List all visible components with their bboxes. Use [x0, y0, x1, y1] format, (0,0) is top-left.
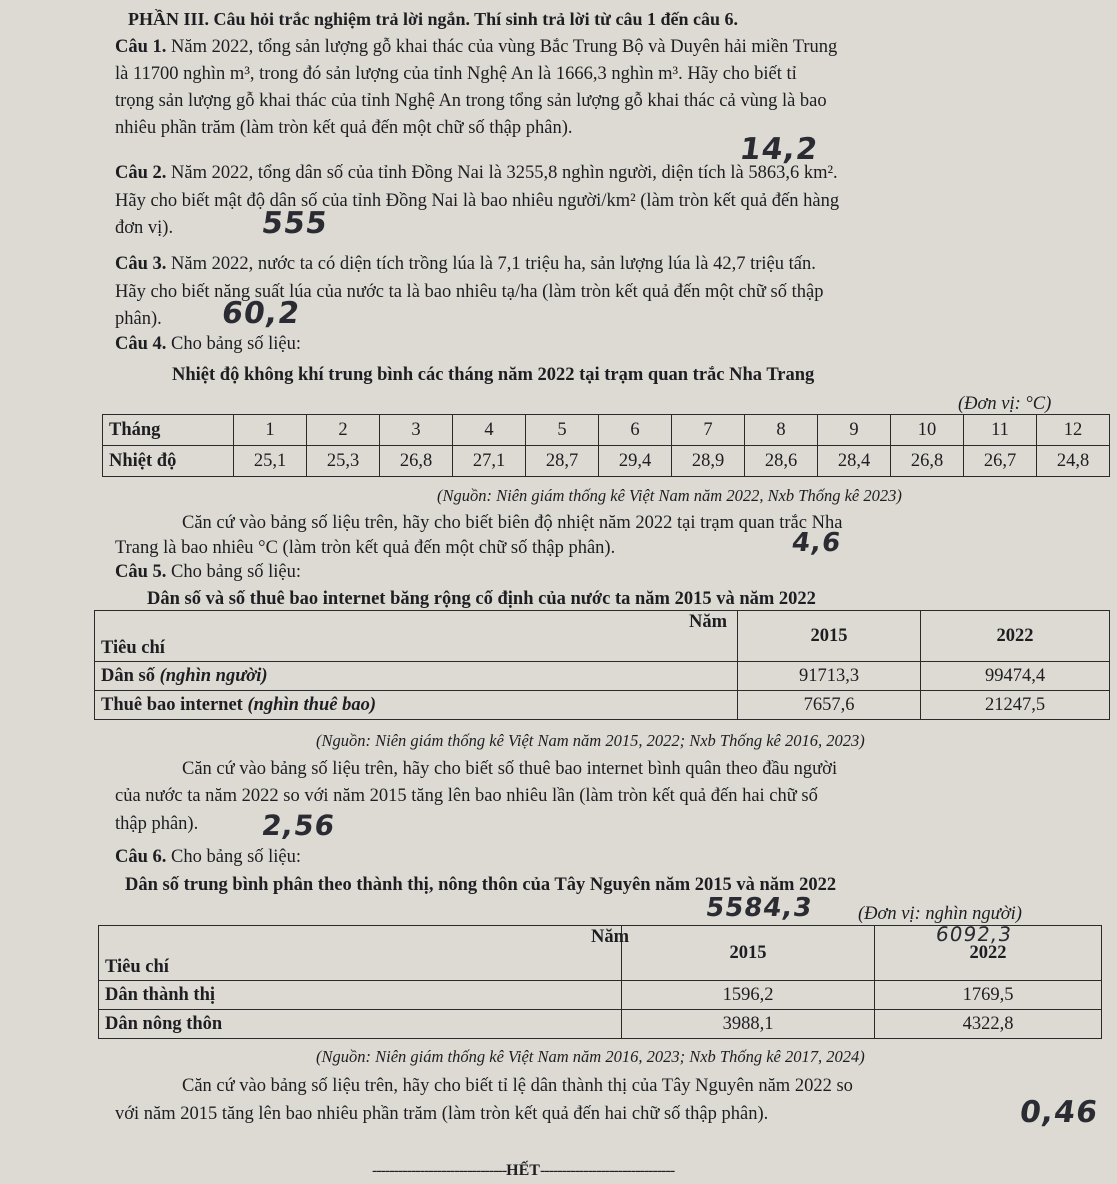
question-6-handwritten-answer: 0,46 [1017, 1095, 1101, 1130]
row-label: Thuê bao internet [101, 694, 243, 715]
row-label: Dân số [101, 665, 155, 686]
table-cell: 26,8 [891, 446, 964, 477]
table-row [99, 926, 1102, 981]
question-6-handwritten-note-2015: 5584,3 [703, 893, 815, 923]
table-cell: 2 [307, 415, 380, 446]
question-6-source: (Nguồn: Niên giám thống kê Việt Nam năm 2016, 2023; Nxb Thống kê 2017, 2024) [316, 1047, 865, 1066]
table-cell: 25,1 [234, 446, 307, 477]
table-row [99, 981, 1102, 1010]
end-of-exam-marker [372, 1160, 827, 1182]
table-cell: 28,7 [526, 446, 599, 477]
question-6-label: Câu 6. [115, 847, 167, 867]
question-6 [115, 846, 301, 868]
table-header-cell: 2022 [875, 926, 1102, 981]
table-header-cell: Nhiệt độ [103, 446, 234, 477]
table-row [103, 415, 1110, 446]
table-cell: 24,8 [1037, 446, 1110, 477]
table-cell: 12 [1037, 415, 1110, 446]
table-cell: 1769,5 [875, 981, 1102, 1010]
question-2-handwritten-answer: 555 [259, 206, 331, 241]
table-row [99, 1010, 1102, 1039]
question-2-line-1: Năm 2022, tổng dân số của tỉnh Đồng Nai là 3255,8 nghìn người, diện tích là 5863,6 km². [171, 163, 838, 183]
table-row-label [99, 981, 622, 1010]
table-cell: 1 [234, 415, 307, 446]
table-row [103, 446, 1110, 477]
table-cell: 29,4 [599, 446, 672, 477]
question-6-table-title: Dân số trung bình phân theo thành thị, nông thôn của Tây Nguyên năm 2015 và năm 2022 [125, 875, 837, 895]
table-corner-year-label: Năm [590, 927, 629, 947]
question-5 [115, 561, 301, 583]
table-cell: 5 [526, 415, 599, 446]
table-cell: 26,8 [380, 446, 453, 477]
table-cell: 7657,6 [738, 691, 921, 720]
question-4-line-2: Trang là bao nhiêu °C (làm tròn kết quả đến một chữ số thập phân). [115, 538, 616, 558]
table-cell: 28,4 [818, 446, 891, 477]
question-1-line-1: Năm 2022, tổng sản lượng gỗ khai thác của vùng Bắc Trung Bộ và Duyên hải miền Trung [171, 37, 838, 57]
table-cell: 6 [599, 415, 672, 446]
table-cell: 11 [964, 415, 1037, 446]
question-5-handwritten-answer: 2,56 [259, 809, 338, 842]
table-corner-cell [99, 926, 629, 981]
question-4 [115, 333, 301, 355]
table-row [95, 691, 1110, 720]
row-unit: (nghìn người) [159, 665, 268, 686]
question-2 [115, 162, 838, 184]
question-5-source: (Nguồn: Niên giám thống kê Việt Nam năm 2015, 2022; Nxb Thống kê 2016, 2023) [316, 731, 865, 750]
question-1-handwritten-answer: 14,2 [737, 132, 821, 167]
question-3 [115, 253, 816, 275]
table-corner-cell [95, 611, 738, 662]
question-5-table-title: Dân số và số thuê bao internet băng rộng cố định của nước ta năm 2015 và năm 2022 [147, 589, 816, 609]
question-5-line-2: của nước ta năm 2022 so với năm 2015 tăng lên bao nhiêu lần (làm tròn kết quả đến hai chữ số [115, 786, 818, 806]
table-row [95, 662, 1110, 691]
question-3-line-3: phân). [115, 309, 162, 329]
question-1-label: Câu 1. [115, 37, 167, 57]
table-cell: 9 [818, 415, 891, 446]
table-cell: 28,9 [672, 446, 745, 477]
table-cell: 28,6 [745, 446, 818, 477]
question-6-line-1: Căn cứ vào bảng số liệu trên, hãy cho biết tỉ lệ dân thành thị của Tây Nguyên năm 2022 so [182, 1076, 853, 1096]
question-1 [115, 36, 837, 58]
table-cell: 27,1 [453, 446, 526, 477]
table-row-label [95, 691, 738, 720]
question-1-line-4: nhiêu phần trăm (làm tròn kết quả đến một chữ số thập phân). [115, 118, 573, 138]
table-cell: 3 [380, 415, 453, 446]
internet-table [94, 610, 1110, 720]
table-corner-criteria-label: Tiêu chí [105, 957, 169, 977]
table-cell: 91713,3 [738, 662, 921, 691]
question-2-line-3: đơn vị). [115, 218, 174, 238]
table-cell: 10 [891, 415, 964, 446]
table-header-cell: 2015 [738, 611, 921, 662]
question-6-handwritten-note-2022: 6092,3 [934, 922, 1014, 946]
question-1-line-3: trọng sản lượng gỗ khai thác của tỉnh Nghệ An trong tổng sản lượng gỗ khai thác cả vùng là bao [115, 91, 827, 111]
temperature-table [102, 414, 1110, 477]
table-row-label [99, 1010, 622, 1039]
table-row [95, 611, 1110, 662]
question-4-source: (Nguồn: Niên giám thống kê Việt Nam năm 2022, Nxb Thống kê 2023) [437, 486, 902, 505]
question-3-line-2: Hãy cho biết năng suất lúa của nước ta là bao nhiêu tạ/ha (làm tròn kết quả đến một chữ số thập [115, 282, 824, 302]
table-header-cell: Tháng [103, 415, 234, 446]
question-4-line-1: Căn cứ vào bảng số liệu trên, hãy cho biết biên độ nhiệt năm 2022 tại trạm quan trắc Nha [182, 513, 843, 533]
table-cell: 26,7 [964, 446, 1037, 477]
question-5-line-1: Căn cứ vào bảng số liệu trên, hãy cho biết số thuê bao internet bình quân theo đầu người [182, 759, 838, 779]
table-cell: 1596,2 [622, 981, 875, 1010]
row-label: Dân nông thôn [105, 1013, 223, 1034]
question-3-handwritten-answer: 60,2 [219, 296, 303, 331]
question-4-label: Câu 4. [115, 334, 167, 354]
table-corner-year-label: Năm [688, 612, 727, 632]
row-unit: (nghìn thuê bao) [247, 694, 376, 715]
table-row-label [95, 662, 738, 691]
table-cell: 3988,1 [622, 1010, 875, 1039]
question-2-label: Câu 2. [115, 163, 167, 183]
question-2-line-2: Hãy cho biết mật độ dân số của tỉnh Đồng Nai là bao nhiêu người/km² (làm tròn kết quả đến hàng [115, 191, 840, 211]
table-cell: 21247,5 [921, 691, 1110, 720]
end-dash-right: ------------------------------- [539, 1162, 675, 1179]
table-cell: 99474,4 [921, 662, 1110, 691]
question-3-label: Câu 3. [115, 254, 167, 274]
table-header-cell: 2015 [622, 926, 875, 981]
row-label: Dân thành thị [105, 984, 216, 1005]
question-4-unit: (Đơn vị: °C) [958, 394, 1052, 414]
table-cell: 8 [745, 415, 818, 446]
end-dash-left: ------------------------------- [372, 1162, 507, 1179]
question-3-line-1: Năm 2022, nước ta có diện tích trồng lúa là 7,1 triệu ha, sản lượng lúa là 42,7 triệu tấn. [171, 254, 816, 274]
question-4-handwritten-answer: 4,6 [789, 528, 844, 558]
part-title: PHẦN III. Câu hỏi trắc nghiệm trả lời ngắn. Thí sinh trả lời từ câu 1 đến câu 6. [128, 9, 738, 29]
question-5-label: Câu 5. [115, 562, 167, 582]
table-cell: 7 [672, 415, 745, 446]
end-label: HẾT [506, 1162, 540, 1179]
table-cell: 4322,8 [875, 1010, 1102, 1039]
table-header-cell: 2022 [921, 611, 1110, 662]
population-table [98, 925, 1102, 1039]
question-5-intro: Cho bảng số liệu: [171, 562, 302, 582]
table-cell: 4 [453, 415, 526, 446]
question-4-intro: Cho bảng số liệu: [171, 334, 302, 354]
question-6-line-2: với năm 2015 tăng lên bao nhiêu phần trăm (làm tròn kết quả đến hai chữ số thập phân). [115, 1104, 769, 1124]
table-cell: 25,3 [307, 446, 380, 477]
question-4-table-title: Nhiệt độ không khí trung bình các tháng năm 2022 tại trạm quan trắc Nha Trang [172, 365, 815, 385]
question-5-line-3: thập phân). [115, 814, 199, 834]
question-6-unit: (Đơn vị: nghìn người) [858, 904, 1022, 924]
question-6-intro: Cho bảng số liệu: [171, 847, 302, 867]
question-1-line-2: là 11700 nghìn m³, trong đó sản lượng của tỉnh Nghệ An là 1666,3 nghìn m³. Hãy cho biết tỉ [115, 64, 797, 84]
table-corner-criteria-label: Tiêu chí [101, 638, 165, 658]
